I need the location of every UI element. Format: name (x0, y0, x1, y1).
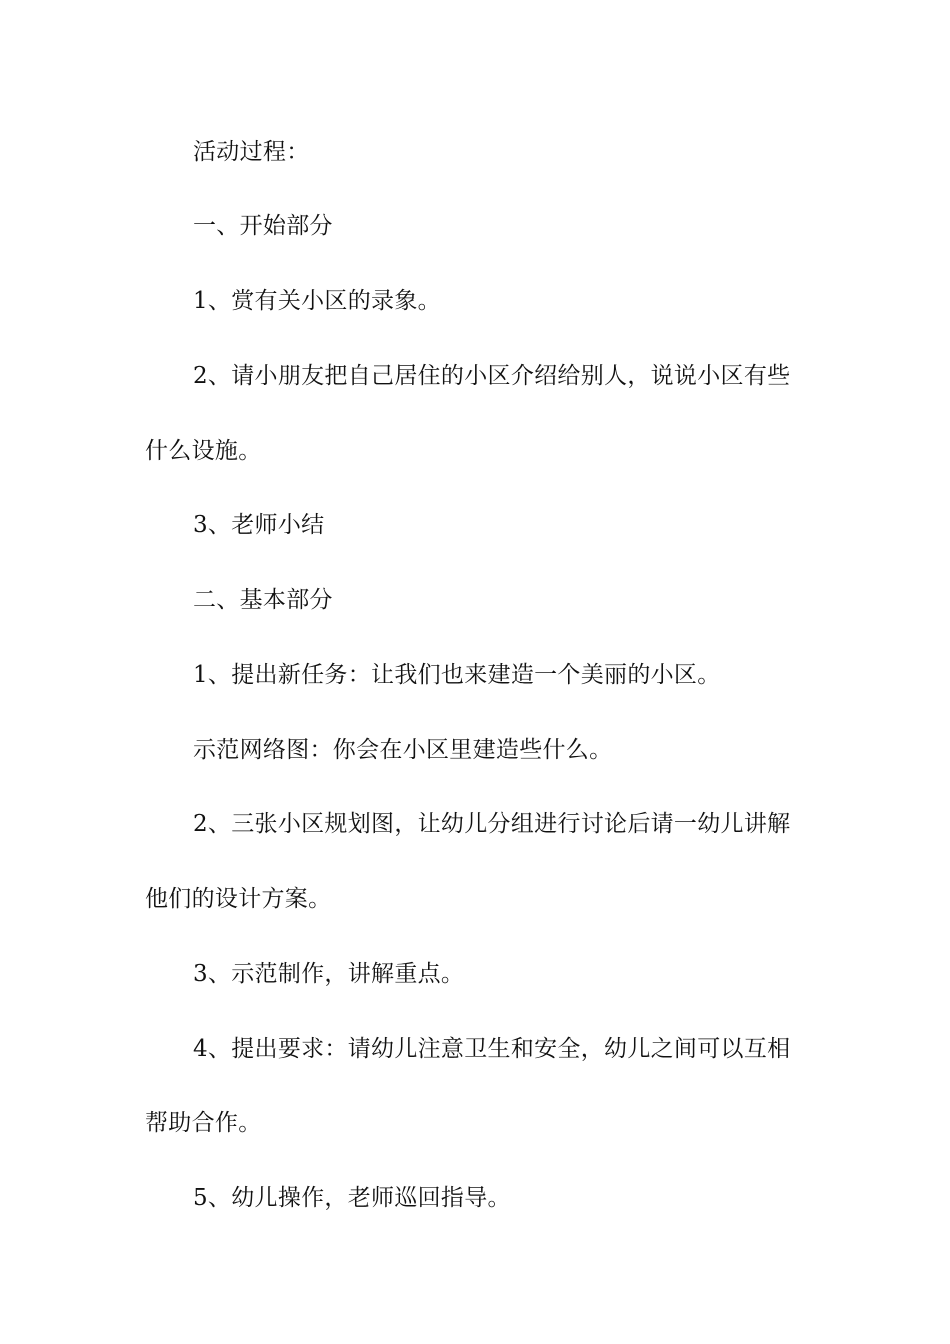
paragraph-line-continuation: 帮助合作。 (145, 1110, 262, 1136)
paragraph-line: 2、三张小区规划图，让幼儿分组进行讨论后请一幼儿讲解 (193, 811, 791, 837)
paragraph-line: 示范网络图：你会在小区里建造些什么。 (193, 737, 613, 763)
paragraph-line: 1、提出新任务：让我们也来建造一个美丽的小区。 (193, 662, 721, 688)
paragraph-line: 2、请小朋友把自己居住的小区介绍给别人，说说小区有些 (193, 363, 791, 389)
paragraph-line-continuation: 什么设施。 (145, 438, 262, 464)
section-heading-main: 二、基本部分 (193, 587, 333, 613)
section-heading-opening: 一、开始部分 (193, 213, 333, 239)
paragraph-line: 3、老师小结 (193, 512, 325, 538)
section-heading-activity-process: 活动过程： (193, 139, 310, 165)
paragraph-line: 1、赏有关小区的录象。 (193, 288, 441, 314)
paragraph-line: 4、提出要求：请幼儿注意卫生和安全，幼儿之间可以互相 (193, 1036, 791, 1062)
paragraph-line: 5、幼儿操作，老师巡回指导。 (193, 1185, 511, 1211)
paragraph-line: 3、示范制作，讲解重点。 (193, 961, 465, 987)
paragraph-line-continuation: 他们的设计方案。 (145, 886, 332, 912)
